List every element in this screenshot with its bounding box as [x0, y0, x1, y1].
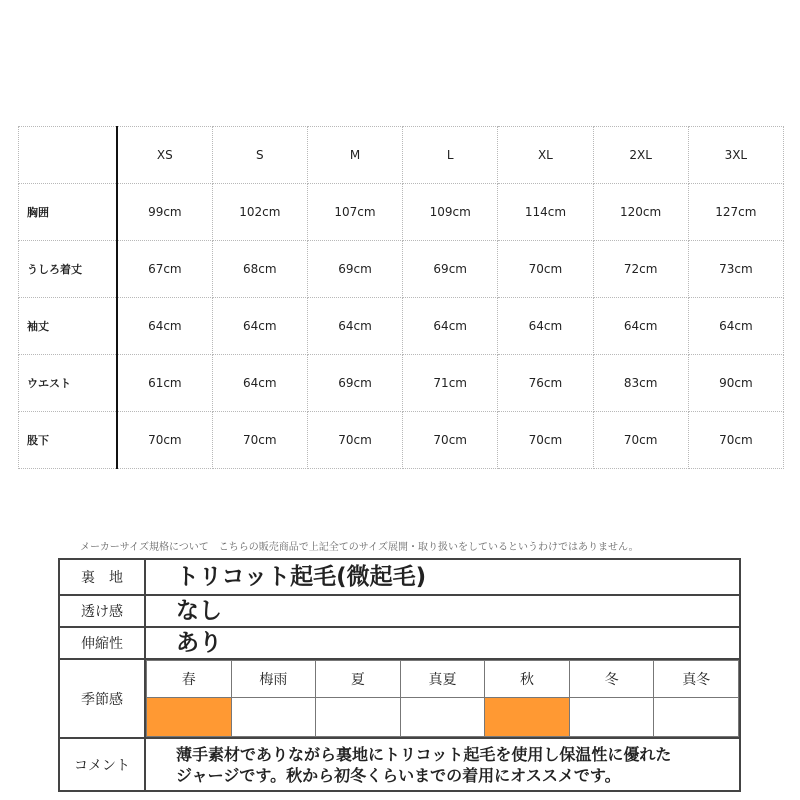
season-name: 冬 [569, 661, 654, 698]
row-label: ウエスト [19, 355, 118, 412]
season-grid [146, 660, 739, 737]
value-cell: 70cm [117, 412, 212, 469]
value-cell: 64cm [498, 298, 593, 355]
value-cell: 72cm [593, 241, 688, 298]
value-cell: 70cm [212, 412, 307, 469]
measure-row-waist [19, 355, 784, 412]
value-cell: 67cm [117, 241, 212, 298]
size-header: L [403, 127, 498, 184]
sheer-value: なし [145, 595, 740, 627]
value-cell: 64cm [403, 298, 498, 355]
comment-line: 薄手素材でありながら裏地にトリコット起毛を使用し保温性に優れた [176, 744, 672, 764]
measure-row-inseam [19, 412, 784, 469]
size-header: XS [117, 127, 212, 184]
season-name: 真冬 [654, 661, 739, 698]
season-name: 真夏 [400, 661, 485, 698]
season-row [59, 659, 740, 738]
corner-cell [19, 127, 118, 184]
season-mark [400, 698, 485, 737]
value-cell: 70cm [307, 412, 402, 469]
size-header: 2XL [593, 127, 688, 184]
value-cell: 64cm [307, 298, 402, 355]
value-cell: 120cm [593, 184, 688, 241]
value-cell: 68cm [212, 241, 307, 298]
measure-row-back-length [19, 241, 784, 298]
stretch-value: あり [145, 627, 740, 659]
value-cell: 70cm [498, 412, 593, 469]
value-cell: 61cm [117, 355, 212, 412]
value-cell: 64cm [593, 298, 688, 355]
value-cell: 69cm [307, 241, 402, 298]
size-chart-table [18, 126, 784, 469]
sheer-label: 透け感 [59, 595, 145, 627]
season-mark [569, 698, 654, 737]
size-header: XL [498, 127, 593, 184]
row-label: うしろ着丈 [19, 241, 118, 298]
value-cell: 76cm [498, 355, 593, 412]
size-header-row [19, 127, 784, 184]
size-header: 3XL [688, 127, 783, 184]
value-cell: 114cm [498, 184, 593, 241]
season-mark [231, 698, 316, 737]
measure-row-chest [19, 184, 784, 241]
season-cell [145, 659, 740, 738]
season-mark [654, 698, 739, 737]
value-cell: 64cm [117, 298, 212, 355]
value-cell: 70cm [593, 412, 688, 469]
lining-row [59, 559, 740, 595]
value-cell: 71cm [403, 355, 498, 412]
lining-value: トリコット起毛(微起毛) [145, 559, 740, 595]
value-cell: 127cm [688, 184, 783, 241]
value-cell: 99cm [117, 184, 212, 241]
sheer-row [59, 595, 740, 627]
season-label: 季節感 [59, 659, 145, 738]
comment-text [145, 738, 740, 791]
comment-label: コメント [59, 738, 145, 791]
season-name: 春 [147, 661, 232, 698]
value-cell: 70cm [688, 412, 783, 469]
value-cell: 69cm [307, 355, 402, 412]
season-name: 秋 [485, 661, 570, 698]
season-mark [147, 698, 232, 737]
season-mark [485, 698, 570, 737]
lining-label: 裏 地 [59, 559, 145, 595]
value-cell: 64cm [212, 355, 307, 412]
stretch-row [59, 627, 740, 659]
size-header: S [212, 127, 307, 184]
value-cell: 69cm [403, 241, 498, 298]
value-cell: 90cm [688, 355, 783, 412]
size-header: M [307, 127, 402, 184]
season-mark [316, 698, 401, 737]
material-info-table [58, 558, 741, 792]
value-cell: 102cm [212, 184, 307, 241]
row-label: 胸囲 [19, 184, 118, 241]
value-cell: 109cm [403, 184, 498, 241]
measure-row-sleeve [19, 298, 784, 355]
value-cell: 70cm [498, 241, 593, 298]
comment-line: ジャージです。秋から初冬くらいまでの着用にオススメです。 [176, 765, 621, 785]
season-name: 梅雨 [231, 661, 316, 698]
maker-size-note: メーカーサイズ規格について こちらの販売商品で上記全てのサイズ展開・取り扱いをしているというわけではありません。 [80, 542, 639, 553]
season-name: 夏 [316, 661, 401, 698]
value-cell: 107cm [307, 184, 402, 241]
season-marks-row [147, 698, 739, 737]
value-cell: 64cm [688, 298, 783, 355]
value-cell: 64cm [212, 298, 307, 355]
row-label: 股下 [19, 412, 118, 469]
comment-row [59, 738, 740, 791]
value-cell: 73cm [688, 241, 783, 298]
value-cell: 70cm [403, 412, 498, 469]
stretch-label: 伸縮性 [59, 627, 145, 659]
season-names-row [147, 661, 739, 698]
row-label: 袖丈 [19, 298, 118, 355]
value-cell: 83cm [593, 355, 688, 412]
